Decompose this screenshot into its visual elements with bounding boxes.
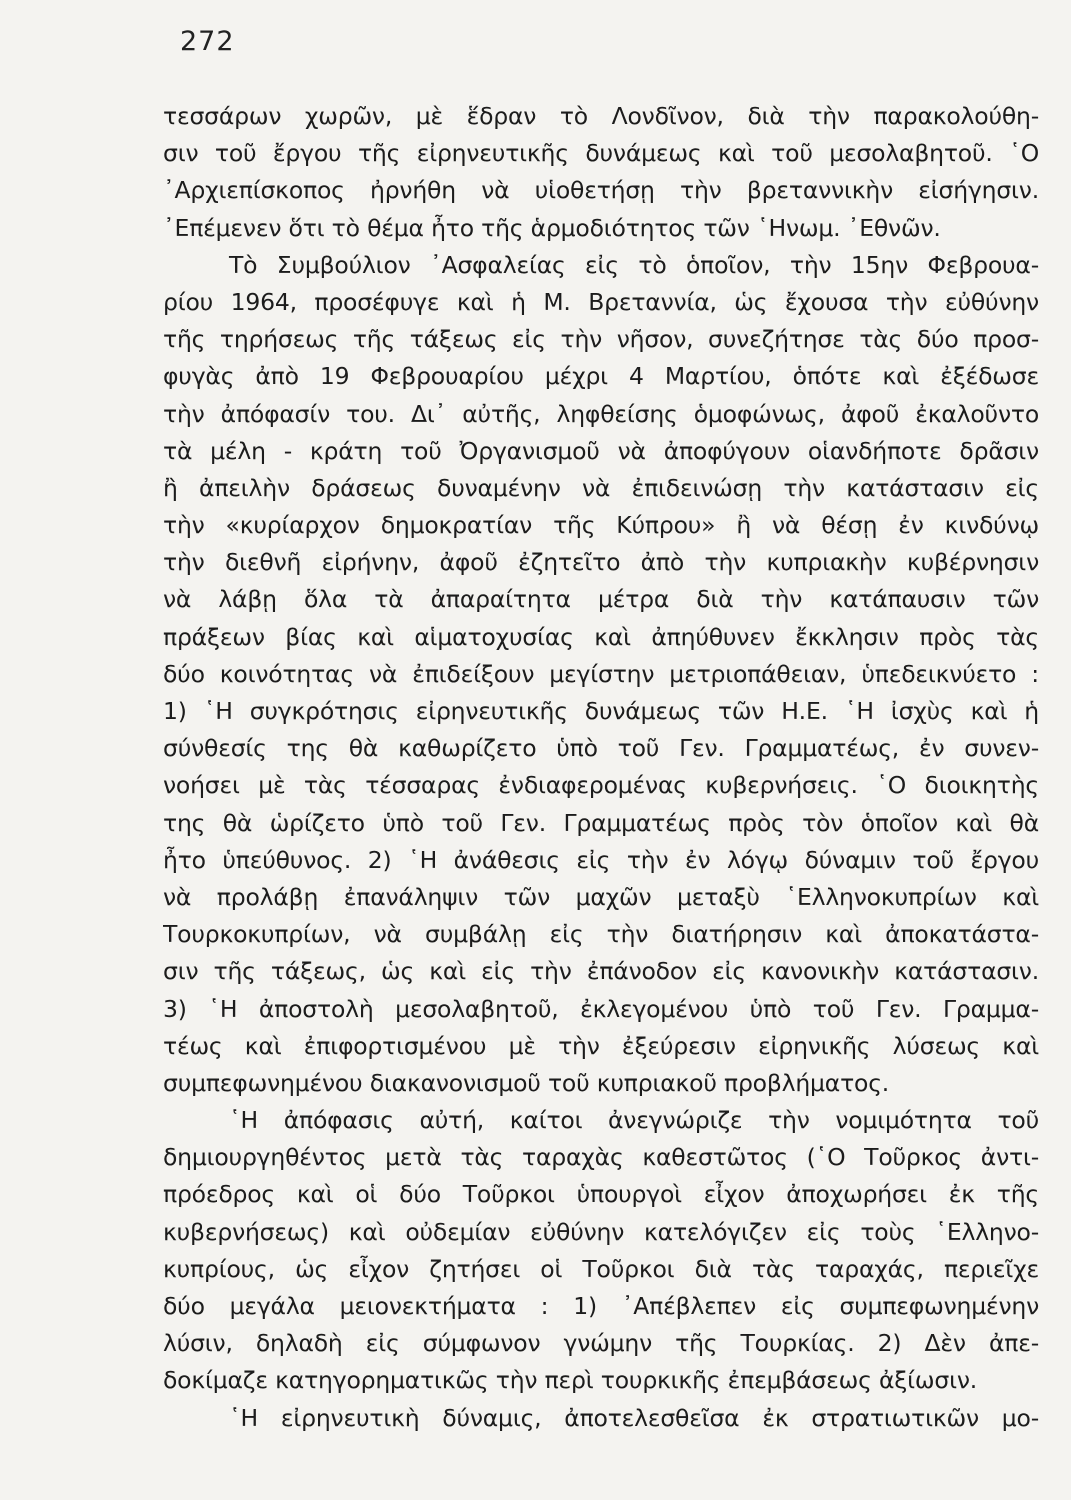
text-line: δοκίμαζε κατηγορηματικῶς τὴν περὶ τουρκικῆς ἐπεμβάσεως ἀξίωσιν. (163, 1366, 978, 1395)
text-line: ῾Η ἀπόφασις αὐτή, καίτοι ἀνεγνώριζε τὴν νομιμότητα τοῦ (229, 1106, 1039, 1135)
text-line: σύνθεσίς της θὰ καθωρίζετο ὑπὸ τοῦ Γεν. Γραμματέως, ἐν συνεν- (163, 734, 1039, 763)
text-line: 3) ῾Η ἀποστολὴ μεσολαβητοῦ, ἐκλεγομένου ὑπὸ τοῦ Γεν. Γραμμα- (163, 994, 1039, 1023)
text-line: Τὸ Συμβούλιον ᾿Ασφαλείας εἰς τὸ ὁποῖον, τὴν 15ην Φεβρουα- (229, 250, 1039, 279)
text-line: σιν τῆς τάξεως, ὡς καὶ εἰς τὴν ἐπάνοδον εἰς κανονικὴν κατάστασιν. (163, 957, 1039, 986)
text-line: νὰ προλάβῃ ἐπανάληψιν τῶν μαχῶν μεταξὺ ῾Ελληνοκυπρίων καὶ (163, 882, 1039, 911)
text-line: ᾿Επέμενεν ὅτι τὸ θέμα ἦτο τῆς ἁρμοδιότητος τῶν ῾Ηνωμ. ᾿Εθνῶν. (163, 213, 941, 242)
text-line: ἦτο ὑπεύθυνος. 2) ῾Η ἀνάθεσις εἰς τὴν ἐν λόγῳ δύναμιν τοῦ ἔργου (163, 845, 1039, 874)
text-line: σιν τοῦ ἔργου τῆς εἰρηνευτικῆς δυνάμεως καὶ τοῦ μεσολαβητοῦ. ῾Ο (163, 139, 1039, 168)
text-line: δύο κοινότητας νὰ ἐπιδείξουν μεγίστην μετριοπάθειαν, ὑπεδεικνύετο : (163, 659, 1039, 688)
text-line: τὴν διεθνῆ εἰρήνην, ἀφοῦ ἐζητεῖτο ἀπὸ τὴν κυπριακὴν κυβέρνησιν (163, 548, 1039, 577)
text-line: ἢ ἀπειλὴν δράσεως δυναμένην νὰ ἐπιδεινώσῃ τὴν κατάστασιν εἰς (163, 473, 1039, 502)
text-line: της θὰ ὡρίζετο ὑπὸ τοῦ Γεν. Γραμματέως πρὸς τὸν ὁποῖον καὶ θὰ (163, 808, 1039, 837)
text-line: ᾿Αρχιεπίσκοπος ἠρνήθη νὰ υἱοθετήσῃ τὴν βρεταννικὴν εἰσήγησιν. (163, 176, 1039, 205)
text-line: 1) ῾Η συγκρότησις εἰρηνευτικῆς δυνάμεως τῶν Η.Ε. ῾Η ἰσχὺς καὶ ἡ (163, 697, 1039, 725)
text-line: τὴν «κυρίαρχον δημοκρατίαν τῆς Κύπρου» ἢ νὰ θέσῃ ἐν κινδύνῳ (163, 511, 1039, 540)
text-line: κυπρίους, ὡς εἶχον ζητήσει οἱ Τοῦρκοι διὰ τὰς ταραχάς, περιεῖχε (163, 1254, 1039, 1283)
text-line: Τουρκοκυπρίων, νὰ συμβάλῃ εἰς τὴν διατήρησιν καὶ ἀποκατάστα- (163, 920, 1039, 949)
text-line: τὴν ἀπόφασίν του. Δι᾿ αὐτῆς, ληφθείσης ὁμοφώνως, ἀφοῦ ἐκαλοῦντο (163, 399, 1039, 428)
text-line: νοήσει μὲ τὰς τέσσαρας ἐνδιαφερομένας κυβερνήσεις. ῾Ο διοικητὴς (163, 771, 1039, 800)
text-line: τέως καὶ ἐπιφορτισμένου μὲ τὴν ἐξεύρεσιν εἰρηνικῆς λύσεως καὶ (163, 1031, 1039, 1060)
text-line: τεσσάρων χωρῶν, μὲ ἕδραν τὸ Λονδῖνον, διὰ τὴν παρακολούθη- (163, 102, 1039, 130)
text-line: πρόεδρος καὶ οἱ δύο Τοῦρκοι ὑπουργοὶ εἶχον ἀποχωρήσει ἐκ τῆς (163, 1180, 1039, 1209)
text-line: τὰ μέλη - κράτη τοῦ Ὀργανισμοῦ νὰ ἀποφύγουν οἱανδήποτε δρᾶσιν (163, 436, 1039, 465)
page-number: 272 (180, 26, 235, 57)
text-line: συμπεφωνημένου διακανονισμοῦ τοῦ κυπριακοῦ προβλήματος. (163, 1068, 890, 1097)
text-line: ῾Η εἰρηνευτικὴ δύναμις, ἀποτελεσθεῖσα ἐκ στρατιωτικῶν μο- (229, 1403, 1039, 1432)
text-line: πράξεων βίας καὶ αἱματοχυσίας καὶ ἀπηύθυνεν ἔκκλησιν πρὸς τὰς (163, 622, 1039, 651)
text-line: δημιουργηθέντος μετὰ τὰς ταραχὰς καθεστῶτος (῾Ο Τοῦρκος ἀντι- (163, 1143, 1039, 1172)
text-line: κυβερνήσεως) καὶ οὐδεμίαν εὐθύνην κατελόγιζεν εἰς τοὺς ῾Ελληνο- (163, 1217, 1039, 1246)
body-text (163, 98, 1039, 1437)
text-line: δύο μεγάλα μειονεκτήματα : 1) ᾿Απέβλεπεν εἰς συμπεφωνημένην (163, 1292, 1039, 1320)
text-line: φυγὰς ἀπὸ 19 Φεβρουαρίου μέχρι 4 Μαρτίου, ὁπότε καὶ ἐξέδωσε (163, 362, 1039, 391)
text-line: νὰ λάβῃ ὅλα τὰ ἀπαραίτητα μέτρα διὰ τὴν κατάπαυσιν τῶν (163, 585, 1039, 614)
text-line: ρίου 1964, προσέφυγε καὶ ἡ Μ. Βρεταννία, ὡς ἔχουσα τὴν εὐθύνην (163, 287, 1039, 316)
text-line: τῆς τηρήσεως τῆς τάξεως εἰς τὴν νῆσον, συνεζήτησε τὰς δύο προσ- (163, 325, 1039, 354)
text-line: λύσιν, δηλαδὴ εἰς σύμφωνον γνώμην τῆς Τουρκίας. 2) Δὲν ἀπε- (163, 1329, 1039, 1358)
